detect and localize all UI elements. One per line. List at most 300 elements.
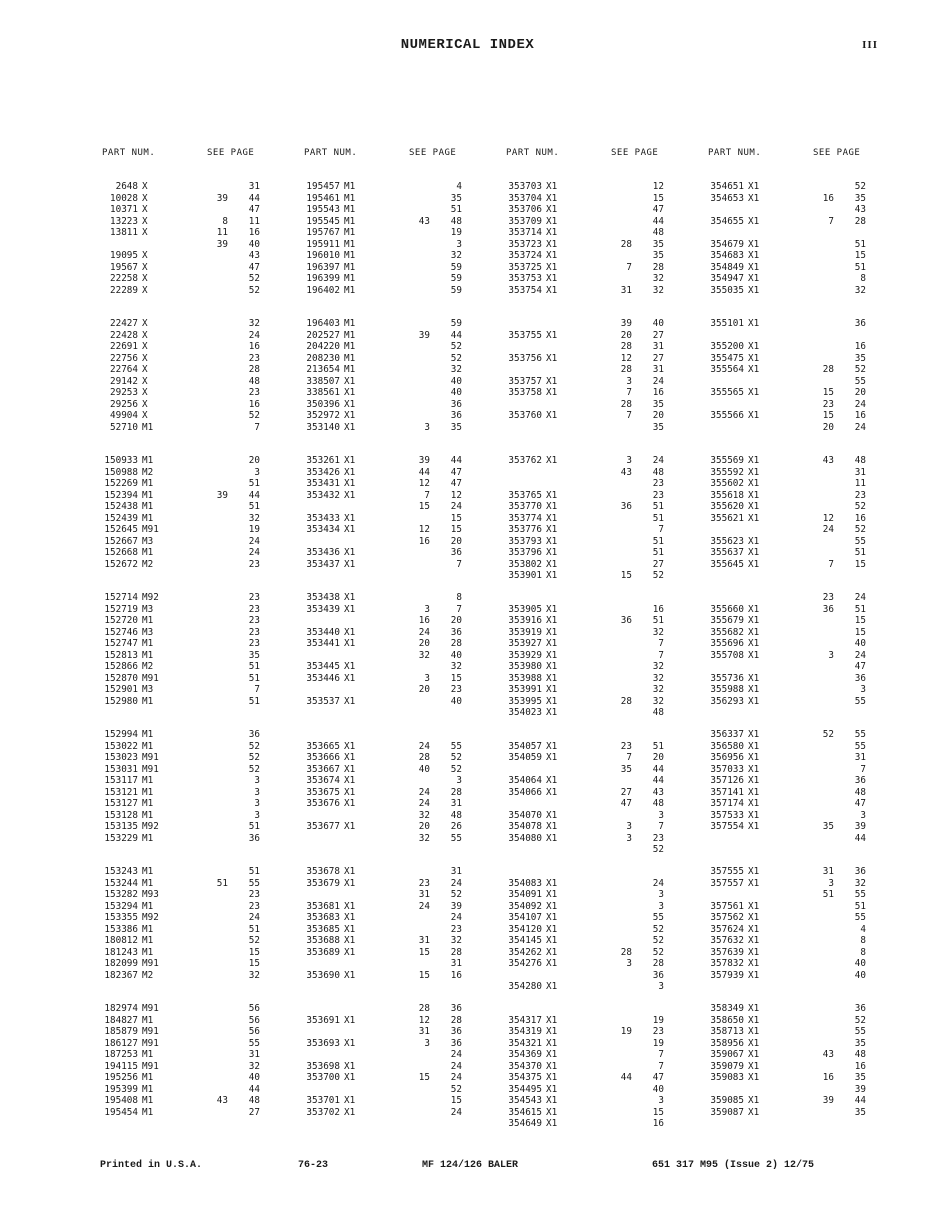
part-number: 354276 — [508, 958, 542, 969]
index-block — [706, 318, 912, 433]
part-suffix: X1 — [344, 375, 356, 387]
see-page-first: 40 — [418, 763, 430, 775]
see-page-second: 32 — [652, 684, 664, 695]
part-number: 153031 — [104, 763, 138, 775]
see-page-first: 28 — [620, 946, 632, 958]
part-suffix: X1 — [344, 626, 356, 638]
part-number: 152668 — [104, 547, 138, 558]
part-suffix: X1 — [546, 558, 558, 570]
part-number: 182367 — [104, 969, 138, 981]
see-page-second: 40 — [854, 969, 866, 981]
index-row — [504, 1061, 710, 1073]
part-suffix: X1 — [546, 261, 558, 273]
index-row — [504, 958, 710, 970]
part-suffix: X1 — [546, 740, 558, 752]
see-page-second: 31 — [450, 798, 462, 809]
see-page-second: 51 — [248, 672, 260, 684]
part-suffix: M2 — [142, 969, 154, 981]
part-suffix: X1 — [344, 387, 356, 398]
index-row — [504, 947, 710, 959]
part-suffix: X1 — [546, 547, 558, 558]
part-suffix: X1 — [748, 684, 760, 695]
index-row — [100, 970, 306, 982]
part-suffix: M91 — [142, 1003, 159, 1014]
part-suffix: X1 — [546, 923, 558, 935]
part-number: 355682 — [710, 626, 744, 638]
part-suffix: X1 — [748, 866, 760, 877]
part-suffix: X1 — [546, 1095, 558, 1106]
part-number: 354615 — [508, 1106, 542, 1118]
part-suffix: X — [142, 387, 148, 398]
part-number: 353916 — [508, 615, 542, 626]
index-row — [100, 592, 306, 604]
index-row — [302, 1095, 508, 1107]
part-suffix: X1 — [344, 466, 356, 478]
see-page-second: 36 — [854, 866, 866, 877]
part-number: 353140 — [306, 421, 340, 433]
index-row — [100, 410, 306, 422]
see-page-second: 39 — [854, 821, 866, 832]
index-row — [706, 1003, 912, 1015]
part-number: 357533 — [710, 809, 744, 821]
see-page-first: 27 — [620, 786, 632, 798]
part-number: 355623 — [710, 535, 744, 547]
index-row — [504, 798, 710, 810]
see-page-second: 7 — [860, 763, 866, 775]
part-number: 353702 — [306, 1106, 340, 1118]
part-number: 353701 — [306, 1095, 340, 1106]
see-page-second: 35 — [450, 421, 462, 433]
see-page-second: 36 — [854, 1003, 866, 1014]
index-row — [504, 1038, 710, 1050]
see-page-second: 3 — [456, 238, 462, 250]
part-number: 195457 — [306, 181, 340, 192]
index-row — [504, 410, 710, 422]
see-page-second: 31 — [248, 1049, 260, 1060]
part-suffix: M1 — [344, 352, 356, 364]
part-suffix: X1 — [748, 1003, 760, 1014]
part-suffix: X1 — [748, 729, 760, 740]
see-page-second: 32 — [854, 877, 866, 889]
part-number: 152714 — [104, 592, 138, 603]
see-page-second: 55 — [854, 695, 866, 707]
see-page-second: 15 — [854, 250, 866, 261]
part-suffix: M1 — [344, 238, 356, 250]
index-row — [504, 285, 710, 297]
see-page-second: 24 — [248, 547, 260, 558]
part-number: 194115 — [104, 1060, 138, 1072]
see-page-second: 59 — [450, 284, 462, 296]
see-page-second: 52 — [652, 946, 664, 958]
index-row — [504, 455, 710, 467]
index-block — [706, 866, 912, 981]
see-page-first: 7 — [424, 489, 430, 501]
part-suffix: X — [142, 273, 148, 284]
part-number: 355035 — [710, 284, 744, 296]
see-page-second: 39 — [450, 900, 462, 912]
see-page-second: 3 — [860, 684, 866, 695]
see-page-second: 52 — [854, 501, 866, 512]
see-page-first: 7 — [828, 558, 834, 570]
part-number: 150933 — [104, 455, 138, 466]
part-number: 49904 — [110, 410, 138, 421]
see-page-first: 7 — [626, 410, 632, 421]
index-row — [706, 250, 912, 262]
part-number: 350396 — [306, 398, 340, 410]
part-number: 359085 — [710, 1095, 744, 1106]
part-suffix: X1 — [748, 1072, 760, 1083]
part-number: 354078 — [508, 821, 542, 832]
see-page-second: 36 — [652, 969, 664, 981]
see-page-header: SEE PAGE — [611, 148, 659, 158]
index-row — [302, 729, 508, 741]
index-row — [504, 764, 710, 776]
part-number: 354651 — [710, 181, 744, 192]
part-suffix: X1 — [546, 410, 558, 421]
see-page-second: 51 — [652, 512, 664, 524]
part-suffix: M1 — [142, 877, 154, 889]
part-suffix: M91 — [142, 763, 159, 775]
index-row — [504, 318, 710, 330]
part-number: 359067 — [710, 1049, 744, 1060]
index-row — [100, 673, 306, 685]
see-page-first: 3 — [424, 603, 430, 615]
see-page-second: 52 — [248, 740, 260, 752]
index-row — [302, 650, 508, 662]
index-row — [302, 673, 508, 685]
index-row — [504, 227, 710, 239]
index-row — [100, 376, 306, 388]
part-number: 355475 — [710, 352, 744, 364]
see-page-first: 28 — [620, 238, 632, 250]
index-row — [706, 821, 912, 833]
part-suffix: X1 — [748, 1095, 760, 1106]
see-page-second: 52 — [652, 923, 664, 935]
see-page-second: 36 — [450, 626, 462, 638]
part-suffix: X1 — [546, 912, 558, 923]
part-suffix: X1 — [344, 592, 356, 603]
part-suffix: X1 — [748, 181, 760, 192]
index-row — [100, 239, 306, 251]
see-page-second: 3 — [860, 809, 866, 821]
part-number: 153386 — [104, 923, 138, 935]
see-page-second: 32 — [854, 284, 866, 296]
index-row — [504, 399, 710, 411]
see-page-second: 52 — [248, 752, 260, 763]
part-suffix: M1 — [142, 786, 154, 798]
see-page-first: 7 — [828, 215, 834, 227]
see-page-second: 35 — [854, 1037, 866, 1049]
part-suffix: M1 — [344, 227, 356, 238]
index-row — [504, 901, 710, 913]
part-number: 22764 — [110, 364, 138, 375]
index-row — [302, 387, 508, 399]
part-number: 355696 — [710, 638, 744, 649]
see-page-second: 3 — [658, 1095, 664, 1106]
part-number: 353765 — [508, 489, 542, 501]
part-suffix: X1 — [748, 352, 760, 364]
see-page-second: 12 — [652, 181, 664, 192]
part-suffix: M91 — [142, 958, 159, 969]
part-suffix: X1 — [546, 1026, 558, 1037]
see-page-second: 19 — [450, 227, 462, 238]
part-number: 19095 — [110, 250, 138, 261]
part-num-header: PART NUM. — [506, 148, 560, 158]
part-number: 353919 — [508, 626, 542, 638]
see-page-first: 28 — [822, 364, 834, 375]
part-suffix: M3 — [142, 626, 154, 638]
see-page-second: 23 — [652, 489, 664, 501]
see-page-second: 52 — [450, 341, 462, 352]
part-number: 354321 — [508, 1037, 542, 1049]
index-row — [302, 501, 508, 513]
part-number: 153282 — [104, 889, 138, 900]
part-suffix: X1 — [344, 1037, 356, 1049]
index-row — [100, 787, 306, 799]
index-block — [100, 866, 306, 981]
index-row — [100, 318, 306, 330]
part-number: 353437 — [306, 558, 340, 570]
see-page-second: 51 — [652, 615, 664, 626]
part-suffix: X1 — [344, 923, 356, 935]
part-number: 357557 — [710, 877, 744, 889]
see-page-second: 47 — [652, 204, 664, 215]
see-page-first: 39 — [620, 318, 632, 329]
footer-issue: 651 317 M95 (Issue 2) 12/75 — [652, 1160, 815, 1171]
part-suffix: X1 — [546, 227, 558, 238]
index-row — [302, 216, 508, 228]
see-page-first: 39 — [216, 192, 228, 204]
part-number: 353927 — [508, 638, 542, 649]
index-row — [504, 181, 710, 193]
see-page-second: 24 — [450, 1106, 462, 1118]
see-page-first: 24 — [418, 900, 430, 912]
see-page-second: 55 — [854, 912, 866, 923]
part-number: 352972 — [306, 410, 340, 421]
see-page-second: 4 — [860, 923, 866, 935]
part-suffix: M1 — [344, 284, 356, 296]
part-suffix: M1 — [344, 204, 356, 215]
part-number: 353774 — [508, 512, 542, 524]
part-number: 353709 — [508, 215, 542, 227]
see-page-first: 12 — [418, 524, 430, 535]
part-suffix: M1 — [344, 364, 356, 375]
see-page-first: 7 — [626, 261, 632, 273]
part-suffix: X — [142, 227, 148, 238]
index-row — [504, 1015, 710, 1027]
index-row — [706, 490, 912, 502]
part-number: 153229 — [104, 832, 138, 844]
index-row — [504, 615, 710, 627]
part-number: 153244 — [104, 877, 138, 889]
part-number: 356956 — [710, 752, 744, 763]
part-suffix: X1 — [344, 410, 356, 421]
see-page-first: 12 — [418, 478, 430, 489]
index-row — [706, 547, 912, 559]
see-page-second: 27 — [652, 558, 664, 570]
see-page-second: 8 — [860, 935, 866, 946]
part-number: 357632 — [710, 935, 744, 946]
see-page-first: 3 — [424, 421, 430, 433]
index-row — [504, 376, 710, 388]
index-row — [504, 627, 710, 639]
part-number: 152645 — [104, 524, 138, 535]
part-suffix: X1 — [546, 1049, 558, 1060]
part-number: 354280 — [508, 981, 542, 992]
see-page-second: 55 — [248, 877, 260, 889]
see-page-second: 52 — [652, 570, 664, 581]
see-page-first: 3 — [626, 455, 632, 466]
see-page-first: 31 — [418, 1026, 430, 1037]
part-suffix: M1 — [142, 649, 154, 661]
part-number: 152746 — [104, 626, 138, 638]
part-suffix: X — [142, 398, 148, 410]
part-suffix: X1 — [344, 661, 356, 672]
part-suffix: X1 — [546, 684, 558, 695]
see-page-second: 36 — [854, 672, 866, 684]
see-page-second: 52 — [248, 273, 260, 284]
index-row — [100, 181, 306, 193]
see-page-second: 7 — [456, 558, 462, 570]
part-suffix: X1 — [748, 946, 760, 958]
index-row — [706, 364, 912, 376]
part-number: 353685 — [306, 923, 340, 935]
index-block — [706, 455, 912, 570]
part-number: 196403 — [306, 318, 340, 329]
see-page-first: 19 — [620, 1026, 632, 1037]
index-row — [504, 1026, 710, 1038]
see-page-second: 55 — [450, 832, 462, 844]
see-page-second: 3 — [254, 775, 260, 786]
see-page-second: 36 — [450, 1026, 462, 1037]
index-row — [504, 912, 710, 924]
part-suffix: X1 — [546, 900, 558, 912]
see-page-second: 35 — [854, 1072, 866, 1083]
part-number: 153023 — [104, 752, 138, 763]
index-block — [302, 1003, 508, 1118]
index-row — [706, 399, 912, 411]
part-suffix: X1 — [748, 501, 760, 512]
see-page-second: 47 — [854, 661, 866, 672]
see-page-second: 32 — [652, 626, 664, 638]
see-page-second: 48 — [652, 707, 664, 718]
part-number: 355101 — [710, 318, 744, 329]
part-suffix: X1 — [748, 752, 760, 763]
part-number: 152672 — [104, 558, 138, 570]
see-page-first: 16 — [418, 535, 430, 547]
index-row — [100, 387, 306, 399]
part-suffix: X1 — [344, 763, 356, 775]
see-page-second: 24 — [248, 535, 260, 547]
index-row — [706, 1026, 912, 1038]
see-page-second: 55 — [854, 1026, 866, 1037]
part-suffix: X1 — [748, 809, 760, 821]
see-page-first: 15 — [418, 969, 430, 981]
see-page-second: 32 — [450, 250, 462, 261]
index-row — [100, 513, 306, 525]
index-row — [100, 1015, 306, 1027]
see-page-second: 55 — [854, 535, 866, 547]
index-row — [504, 696, 710, 708]
part-suffix: X1 — [748, 672, 760, 684]
part-suffix: X1 — [546, 535, 558, 547]
see-page-first: 43 — [822, 455, 834, 466]
index-row — [504, 661, 710, 673]
index-row — [100, 490, 306, 502]
index-row — [302, 798, 508, 810]
index-row — [504, 193, 710, 205]
part-number: 152901 — [104, 684, 138, 695]
index-row — [100, 1061, 306, 1073]
see-page-second: 52 — [854, 364, 866, 375]
index-row — [706, 604, 912, 616]
index-row — [100, 866, 306, 878]
see-page-second: 24 — [854, 592, 866, 603]
part-number: 195543 — [306, 204, 340, 215]
see-page-second: 3 — [254, 809, 260, 821]
index-row — [100, 650, 306, 662]
part-number: 355566 — [710, 410, 744, 421]
index-row — [302, 638, 508, 650]
part-suffix: X1 — [546, 889, 558, 900]
see-page-first: 20 — [418, 638, 430, 649]
part-number: 354057 — [508, 740, 542, 752]
see-page-second: 40 — [652, 318, 664, 329]
part-suffix: X1 — [344, 946, 356, 958]
see-page-second: 24 — [450, 1072, 462, 1083]
part-suffix: X1 — [748, 615, 760, 626]
part-number: 355200 — [710, 341, 744, 352]
see-page-second: 48 — [248, 375, 260, 387]
index-row — [504, 273, 710, 285]
index-row — [504, 1107, 710, 1119]
see-page-second: 15 — [854, 558, 866, 570]
part-suffix: X1 — [748, 603, 760, 615]
part-number: 359087 — [710, 1106, 744, 1118]
index-row — [706, 787, 912, 799]
see-page-header: SEE PAGE — [207, 148, 255, 158]
see-page-second: 28 — [652, 261, 664, 273]
part-suffix: X1 — [546, 238, 558, 250]
index-row — [302, 285, 508, 297]
see-page-second: 43 — [854, 204, 866, 215]
see-page-second: 40 — [450, 375, 462, 387]
index-row — [504, 821, 710, 833]
part-suffix: X1 — [344, 1014, 356, 1026]
part-suffix: X — [142, 250, 148, 261]
part-suffix: M1 — [142, 501, 154, 512]
see-page-second: 28 — [450, 946, 462, 958]
index-row — [100, 935, 306, 947]
index-row — [100, 1038, 306, 1050]
index-row — [302, 536, 508, 548]
part-number: 196397 — [306, 261, 340, 273]
index-row — [706, 353, 912, 365]
part-suffix: X1 — [344, 1060, 356, 1072]
see-page-second: 55 — [854, 729, 866, 740]
see-page-second: 35 — [652, 421, 664, 433]
index-row — [706, 661, 912, 673]
see-page-first: 28 — [418, 1003, 430, 1014]
see-page-second: 56 — [248, 1003, 260, 1014]
index-row — [302, 604, 508, 616]
index-row — [302, 1003, 508, 1015]
part-number: 353667 — [306, 763, 340, 775]
part-suffix: X — [142, 318, 148, 329]
part-suffix: X1 — [344, 798, 356, 809]
part-number: 180812 — [104, 935, 138, 946]
part-number: 353776 — [508, 524, 542, 535]
